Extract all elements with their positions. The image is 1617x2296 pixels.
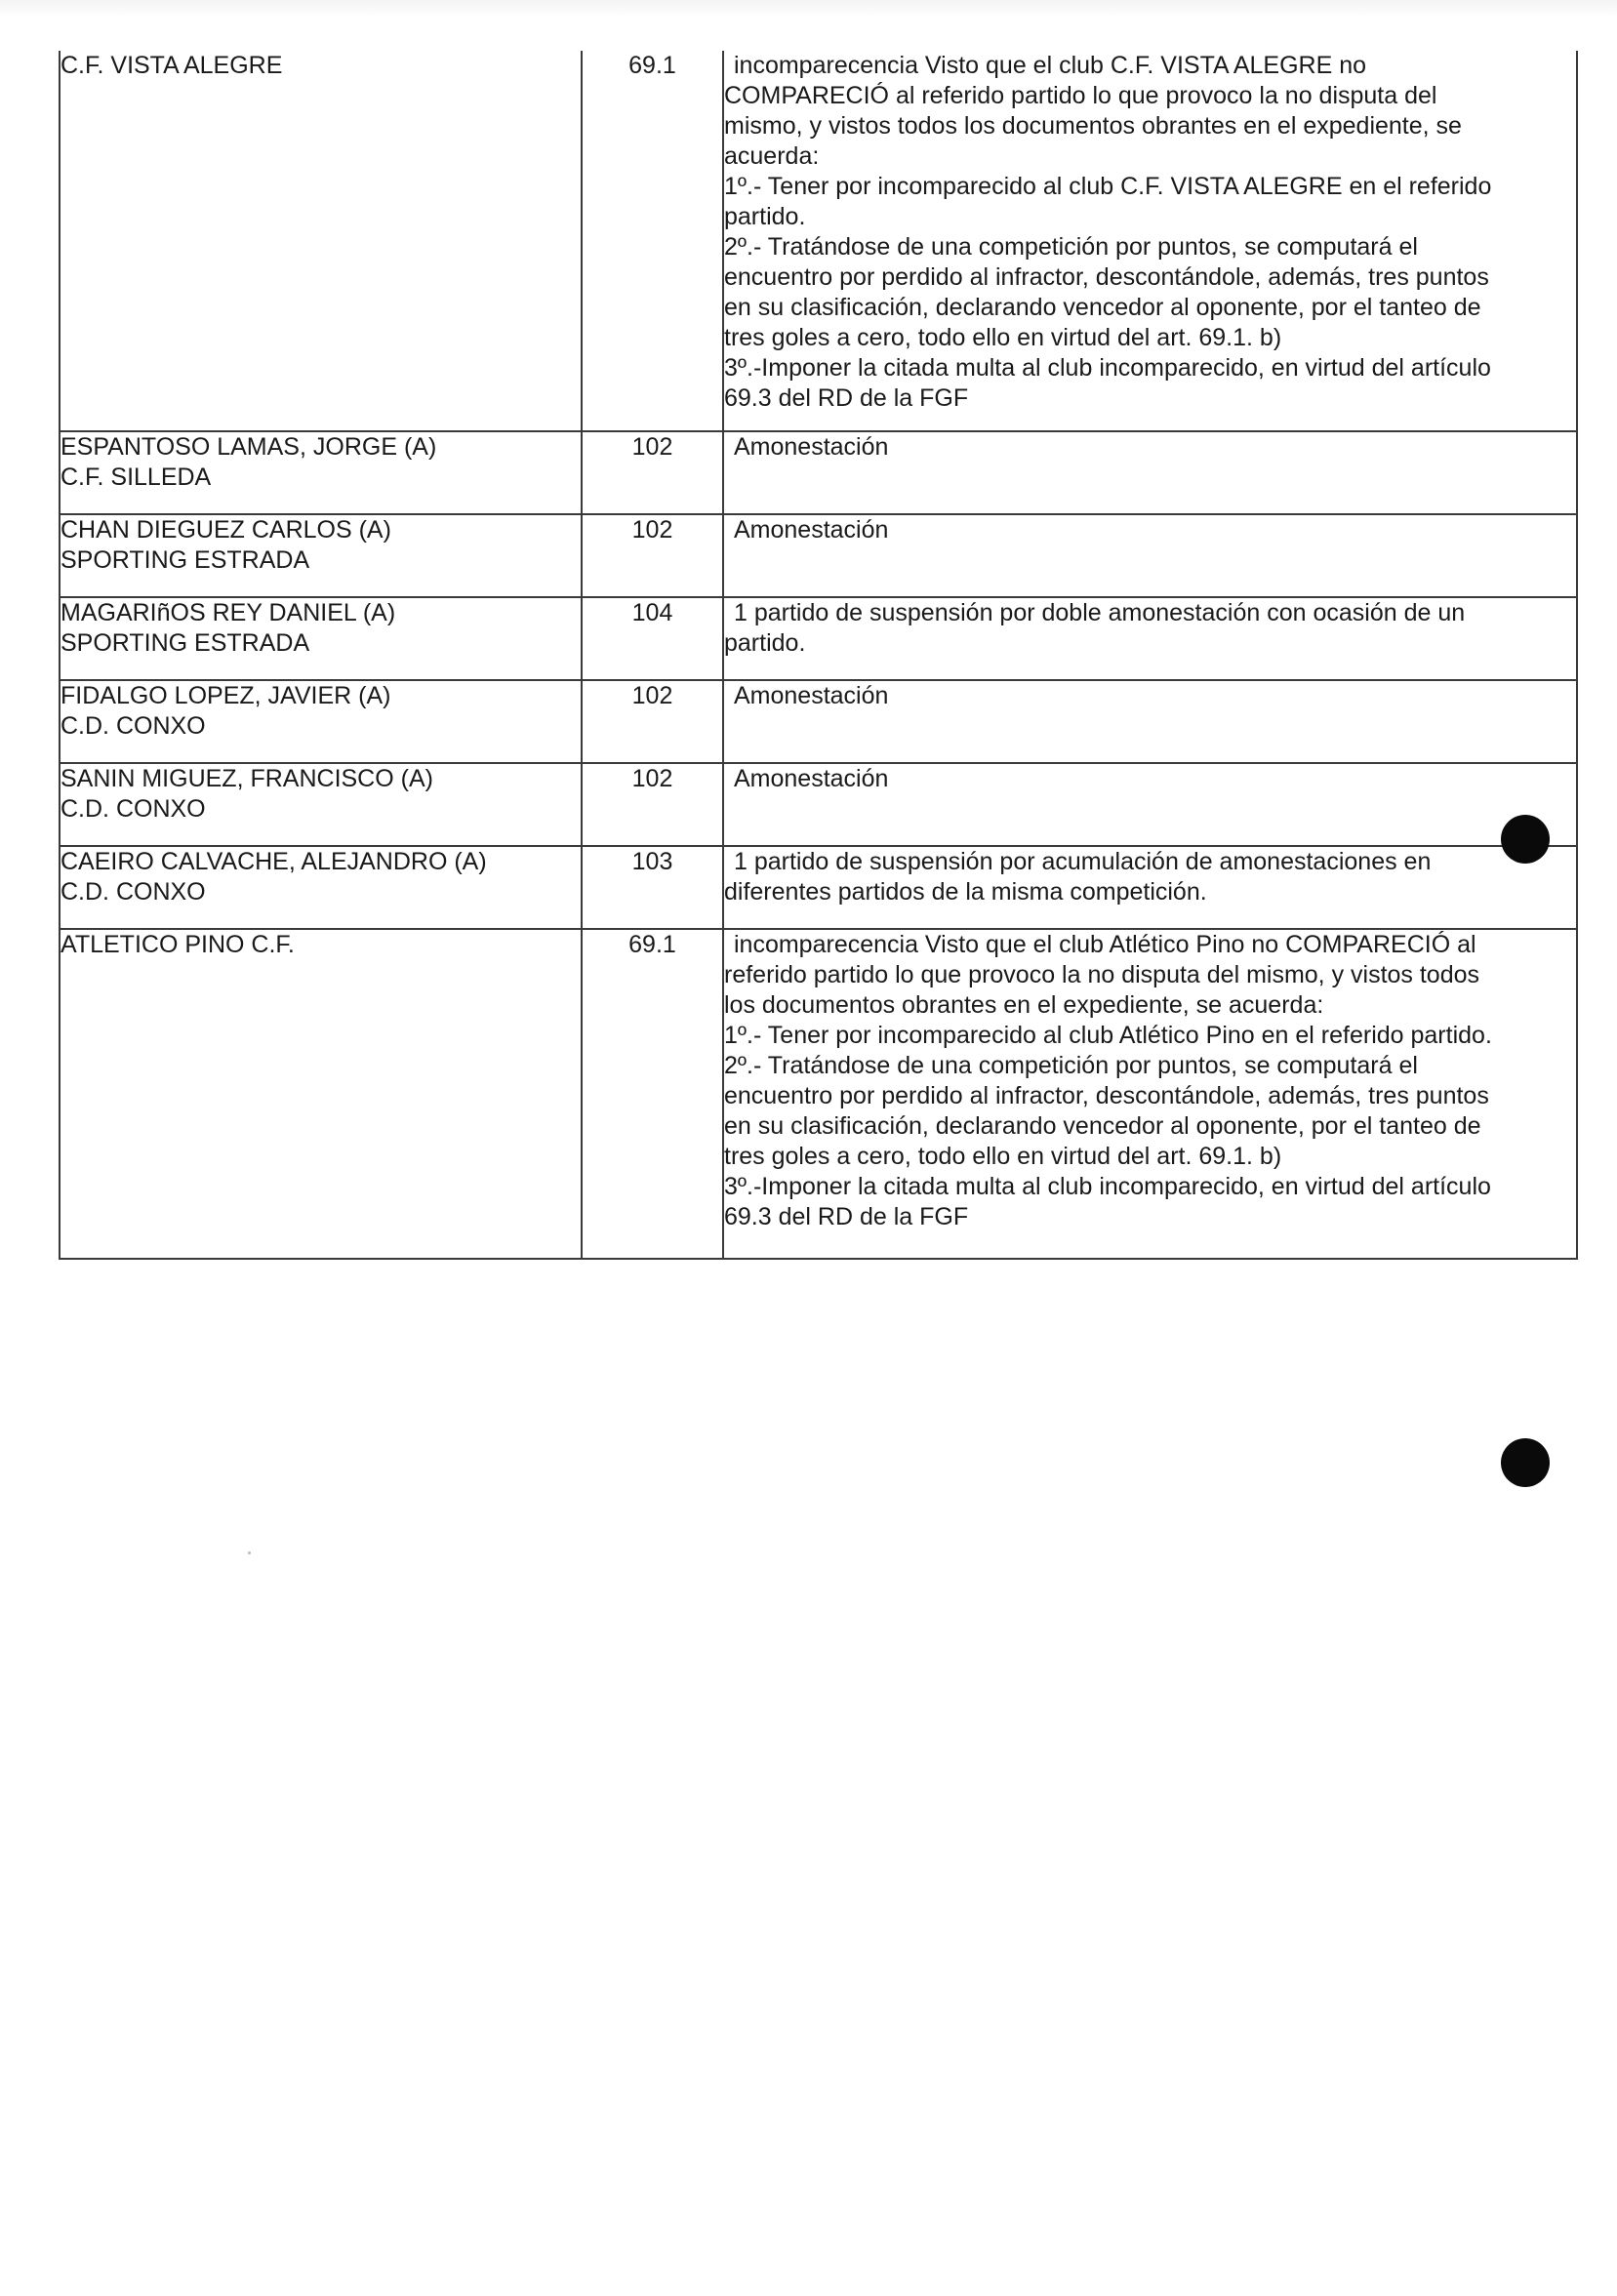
sanctioned-party-cell [60, 680, 582, 763]
description-line: en su clasificación, declarando vencedor al oponente, por el tanteo de [724, 1112, 1481, 1140]
sanction-description-cell [723, 431, 1577, 514]
sanctioned-party-cell [60, 51, 582, 431]
sanction-description-cell [723, 680, 1577, 763]
sanctioned-party-cell [60, 597, 582, 680]
description-line: diferentes partidos de la misma competición. [724, 878, 1207, 906]
article-number: 103 [631, 848, 673, 875]
description-line: mismo, y vistos todos los documentos obrantes en el expediente, se [724, 112, 1462, 140]
description-line: Amonestación [734, 516, 889, 544]
club-name: SPORTING ESTRADA [61, 546, 310, 574]
description-line: incomparecencia Visto que el club Atlético Pino no COMPARECIÓ al [734, 931, 1476, 958]
description-line: 3º.-Imponer la citada multa al club incomparecido, en virtud del artículo [724, 1173, 1491, 1200]
description-line: 1º.- Tener por incomparecido al club C.F. VISTA ALEGRE en el referido [724, 173, 1492, 200]
player-name: CAEIRO CALVACHE, ALEJANDRO (A) [61, 848, 487, 875]
party-name: C.F. VISTA ALEGRE [61, 52, 283, 79]
sanction-description-cell [723, 514, 1577, 597]
description-line: Amonestación [734, 765, 889, 792]
article-cell [582, 846, 723, 929]
article-number: 102 [631, 433, 673, 461]
description-line: tres goles a cero, todo ello en virtud del art. 69.1. b) [724, 324, 1282, 351]
player-name: ESPANTOSO LAMAS, JORGE (A) [61, 433, 437, 461]
table-row [60, 431, 1577, 514]
sanctions-table [59, 51, 1578, 1260]
description-line: partido. [724, 629, 806, 657]
sanction-description-cell [723, 763, 1577, 846]
player-name: CHAN DIEGUEZ CARLOS (A) [61, 516, 391, 544]
article-number: 104 [631, 599, 673, 626]
party-name: ATLETICO PINO C.F. [61, 931, 295, 958]
description-line: COMPARECIÓ al referido partido lo que provoco la no disputa del [724, 82, 1437, 109]
description-line: 1 partido de suspensión por acumulación de amonestaciones en [734, 848, 1432, 875]
article-cell [582, 597, 723, 680]
table-row [60, 763, 1577, 846]
sanction-description-cell [723, 929, 1577, 1259]
table-row [60, 597, 1577, 680]
club-name: C.D. CONXO [61, 795, 206, 823]
table-row [60, 514, 1577, 597]
description-line: encuentro por perdido al infractor, descontándole, además, tres puntos [724, 1082, 1489, 1109]
scan-speck [248, 1551, 251, 1554]
sanction-description-cell [723, 846, 1577, 929]
table-row [60, 929, 1577, 1259]
description-line: 3º.-Imponer la citada multa al club incomparecido, en virtud del artículo [724, 354, 1491, 382]
article-number: 102 [631, 516, 673, 544]
punch-hole-mark [1501, 815, 1550, 864]
player-name: SANIN MIGUEZ, FRANCISCO (A) [61, 765, 433, 792]
description-line: encuentro por perdido al infractor, descontándole, además, tres puntos [724, 263, 1489, 291]
description-line: 1º.- Tener por incomparecido al club Atlético Pino en el referido partido. [724, 1022, 1492, 1049]
description-line: acuerda: [724, 142, 820, 170]
article-cell [582, 680, 723, 763]
table-row [60, 51, 1577, 431]
sanctioned-party-cell [60, 431, 582, 514]
club-name: C.F. SILLEDA [61, 463, 212, 491]
player-name: MAGARIñOS REY DANIEL (A) [61, 599, 396, 626]
table-row [60, 846, 1577, 929]
description-line: 1 partido de suspensión por doble amonestación con ocasión de un [734, 599, 1466, 626]
description-line: 69.3 del RD de la FGF [724, 384, 969, 412]
description-line: en su clasificación, declarando vencedor al oponente, por el tanteo de [724, 294, 1481, 321]
sanctioned-party-cell [60, 514, 582, 597]
description-line: los documentos obrantes en el expediente, se acuerda: [724, 991, 1324, 1019]
article-cell [582, 929, 723, 1259]
article-number: 69.1 [628, 931, 676, 958]
article-number: 102 [631, 682, 673, 709]
club-name: SPORTING ESTRADA [61, 629, 310, 657]
description-line: 2º.- Tratándose de una competición por puntos, se computará el [724, 1052, 1418, 1079]
description-line: 2º.- Tratándose de una competición por puntos, se computará el [724, 233, 1418, 261]
club-name: C.D. CONXO [61, 712, 206, 740]
description-line: referido partido lo que provoco la no disputa del mismo, y vistos todos [724, 961, 1480, 988]
sanctioned-party-cell [60, 763, 582, 846]
description-line: 69.3 del RD de la FGF [724, 1203, 969, 1230]
article-cell [582, 763, 723, 846]
player-name: FIDALGO LOPEZ, JAVIER (A) [61, 682, 391, 709]
description-line: Amonestación [734, 433, 889, 461]
club-name: C.D. CONXO [61, 878, 206, 906]
description-line: Amonestación [734, 682, 889, 709]
sanctioned-party-cell [60, 929, 582, 1259]
sanction-description-cell [723, 51, 1577, 431]
article-cell [582, 514, 723, 597]
scan-shadow [0, 0, 1617, 18]
table-row [60, 680, 1577, 763]
article-cell [582, 431, 723, 514]
article-number: 69.1 [628, 52, 676, 79]
description-line: partido. [724, 203, 806, 230]
description-line: incomparecencia Visto que el club C.F. VISTA ALEGRE no [734, 52, 1367, 79]
punch-hole-mark [1501, 1438, 1550, 1487]
description-line: tres goles a cero, todo ello en virtud del art. 69.1. b) [724, 1143, 1282, 1170]
article-number: 102 [631, 765, 673, 792]
sanctioned-party-cell [60, 846, 582, 929]
article-cell [582, 51, 723, 431]
sanction-description-cell [723, 597, 1577, 680]
